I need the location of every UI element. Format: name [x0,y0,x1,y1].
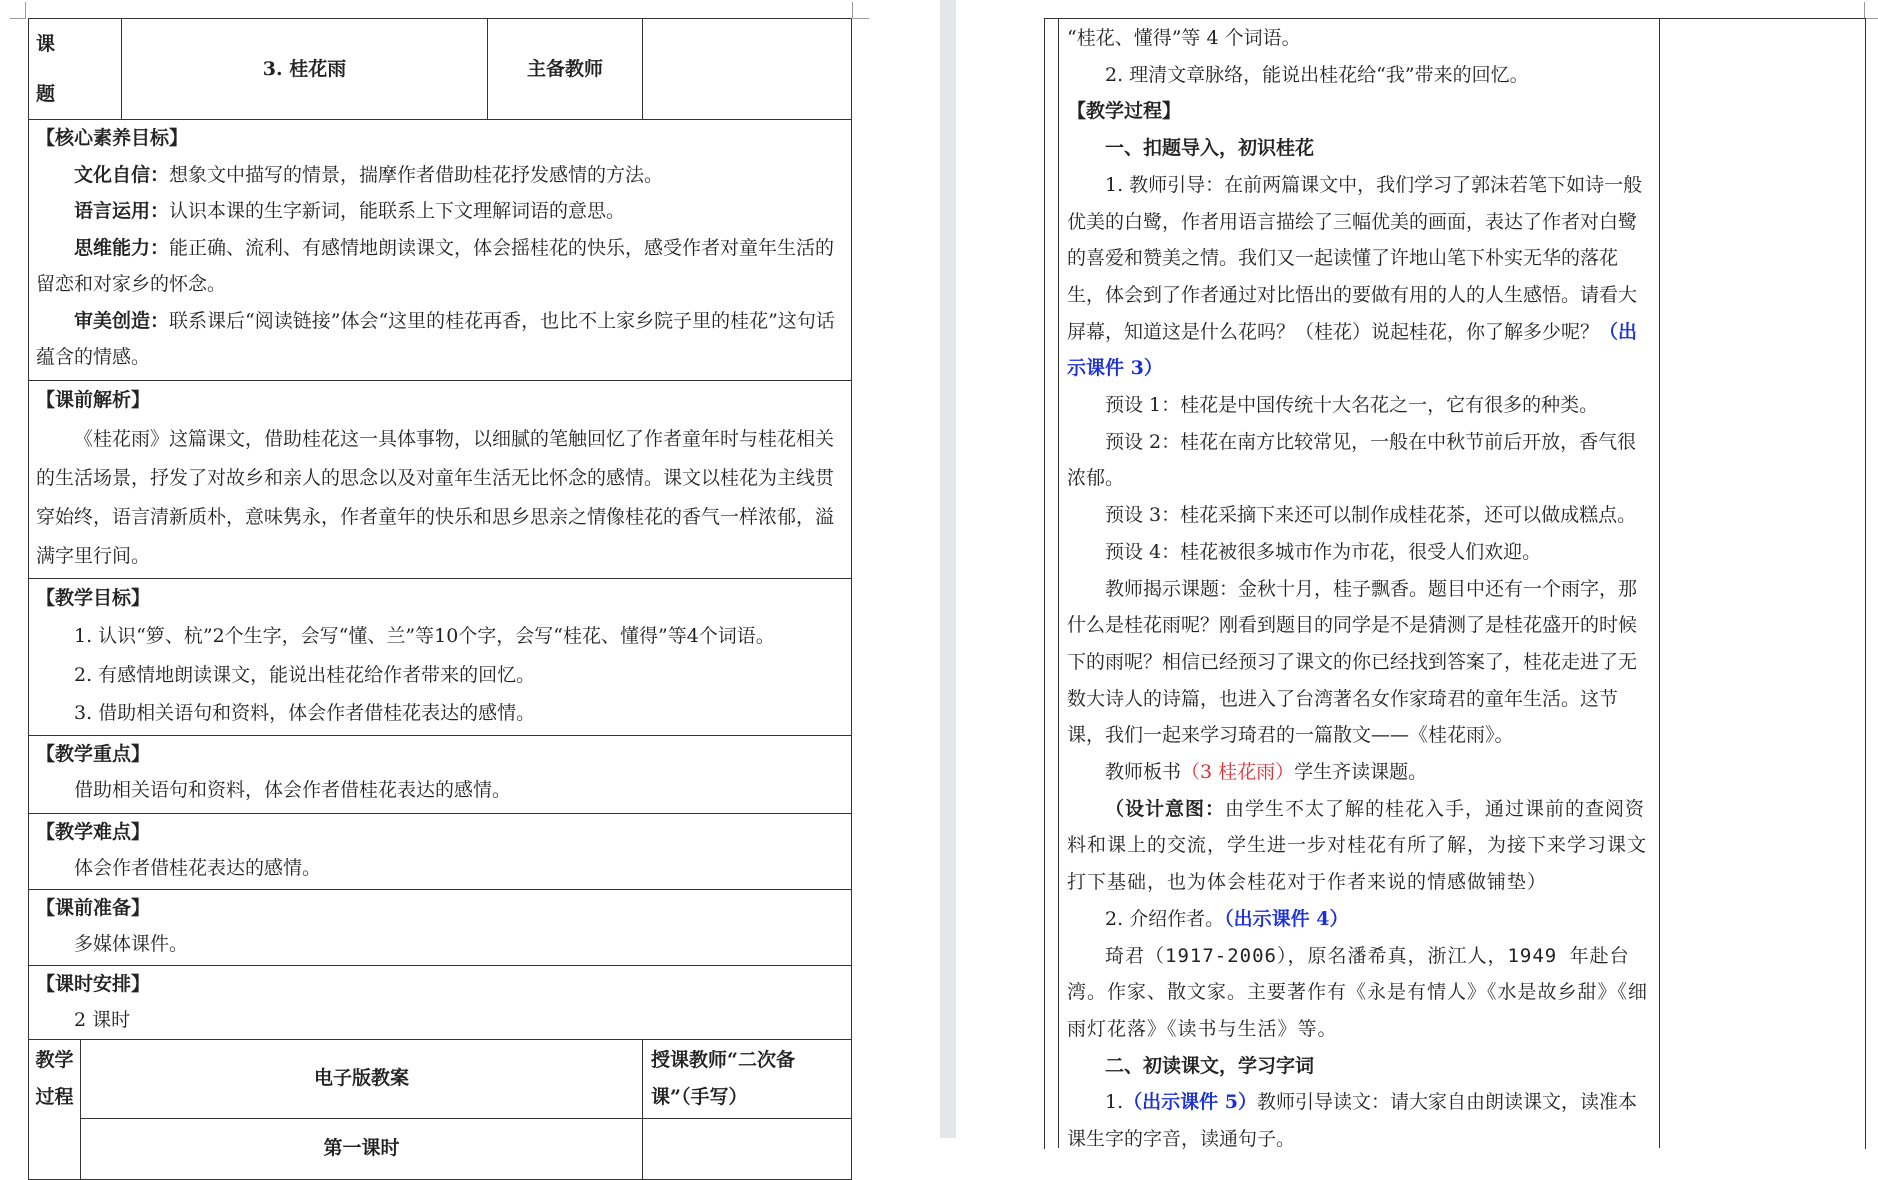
teaching-goals-title: 【教学目标】 [36,586,151,609]
step-heading: 一、扣题导入，初识桂花 [1105,137,1315,160]
paragraph: 2. 理清文章脉络，能说出桂花给“我”带来的回忆。 [1105,63,1529,86]
core-goals-row [29,120,852,381]
page-gutter [940,0,956,1138]
course-label: 课 题 [29,19,122,120]
core-goals-title: 【核心素养目标】 [36,127,189,149]
crop-mark [852,2,853,18]
lesson-plan-table [28,18,852,1180]
process-header-row [29,1039,852,1118]
paragraph: 教师板书（3 桂花雨）学生齐读课题。 [1105,761,1428,784]
paragraph: 预设 4：桂花被很多城市作为市花，很受人们欢迎。 [1105,540,1542,563]
author-intro: 琦君（1917-2006），原名潘希真，浙江人，1949 年赴台湾。作家、散文家。主要著作有《永是有情人》《水是故乡甜》《细雨灯花落》《读书与生活》等。 [1067,944,1649,1040]
teaching-goals-section [29,578,852,735]
handwrite-space [643,1118,852,1179]
core-goals-section [29,120,852,381]
teaching-goal-item: 3. 借助相关语句和资料，体会作者借桂花表达的感情。 [74,702,536,724]
crop-mark [1864,2,1865,18]
difficulty-title: 【教学难点】 [36,820,151,843]
paragraph: 2. 介绍作者。（出示课件 4） [1105,907,1349,930]
document-page-right [956,0,1878,1151]
design-intent: （设计意图：由学生不太了解的桂花入手，通过课前的查阅资料和课上的交流，学生进一步对桂花有所了解，为接下来学习课文打下基础，也为体会桂花对于作者来说的情感做铺垫） [1067,797,1648,894]
core-goal-item: 文化自信：想象文中描写的情景，揣摩作者借助桂花抒发感情的方法。 [74,163,664,186]
paragraph: 教师揭示课题：金秋十月，桂子飘香。题目中还有一个雨字，那什么是桂花雨呢？刚看到题目的同学是不是猜测了是桂花盛开的时候下的雨呢？相信已经预习了课文的你已经找到答案了，桂花走进了无数大诗人的诗篇，也进入了台湾著名女作家琦君的童年生活。这节课，我们一起来学习琦君的一篇散文——《桂花雨》。 [1067,577,1638,747]
paragraph: 预设 1：桂花是中国传统十大名花之一，它有很多的种类。 [1105,394,1599,417]
paragraph: 1. 教师引导：在前两篇课文中，我们学习了郭沫若笔下如诗一般优美的白鹭，作者用语言描绘了三幅优美的画面，表达了作者对白鹭的喜爱和赞美之情。我们又一起读懂了许地山笔下朴实无华的落花生，体会到了作者通过对比悟出的要做有用的人的人生感悟。请看大屏幕，知道这是什么花吗？（桂花）说起桂花，你了解多少呢？（出示课件 3） [1067,173,1643,380]
prep-section [29,889,852,965]
courseware-link: （出示课件 3） [1067,320,1638,380]
teaching-goal-item: 1. 认识“箩、杭”2个生字，会写“懂、兰”等10个字，会写“桂花、懂得”等4个词语。 [74,625,775,647]
prep-row [29,889,852,965]
paragraph: “桂花、懂得”等 4 个词语。 [1067,27,1301,49]
crop-mark [25,2,26,18]
crop-mark [10,18,26,19]
key-points-text: 借助相关语句和资料，体会作者借桂花表达的感情。 [74,779,512,801]
difficulty-row [29,813,852,889]
paragraph: 1.（出示课件 5）教师引导读文：请大家自由朗读课文，读准本课生字的字音，读通句子。 [1067,1091,1637,1151]
document-page-left [0,0,940,1160]
paragraph: 预设 3：桂花采摘下来还可以制作成桂花茶，还可以做成糕点。 [1105,504,1637,527]
schedule-section [29,965,852,1039]
core-goal-item: 语言运用：认识本课的生字新词，能联系上下文理解词语的意思。 [74,200,626,222]
schedule-text: 2 课时 [74,1009,131,1031]
key-row [29,735,852,813]
schedule-row [29,965,852,1039]
teaching-goal-item: 2. 有感情地朗读课文，能说出桂花给作者带来的回忆。 [74,663,536,686]
handwrite-label: 授课教师“二次备课”（手写） [643,1039,852,1118]
step-heading: 二、初读课文，学习字词 [1105,1054,1315,1077]
process-body-row [29,1118,852,1179]
goals-row [29,578,852,735]
analysis-text: 《桂花雨》这篇课文，借助桂花这一具体事物，以细腻的笔触回忆了作者童年时与桂花相关的生活场景，抒发了对故乡和亲人的思念以及对童年生活无比怀念的感情。课文以桂花为主线贯穿始终，语言清新质朴，意味隽永，作者童年的快乐和思乡思亲之情像桂花的香气一样浓郁，溢满字里行间。 [36,427,835,567]
process-vertical-label: 教学过程 [29,1039,81,1179]
board-note: （3 桂花雨） [1181,761,1295,784]
analysis-row [29,380,852,578]
header-row [29,19,852,120]
process-content [1067,20,1653,1158]
difficulty-section [29,813,852,889]
core-goal-item: 思维能力：能正确、流利、有感情地朗读课文，体会摇桂花的快乐，感受作者对童年生活的留恋和对家乡的怀念。 [36,236,835,295]
key-points-title: 【教学重点】 [36,742,151,765]
electronic-plan-label: 电子版教案 [81,1039,643,1118]
process-title: 【教学过程】 [1067,100,1182,123]
paragraph: 预设 2：桂花在南方比较常见，一般在中秋节前后开放，香气很浓郁。 [1067,430,1637,490]
course-title: 3. 桂花雨 [122,19,488,120]
key-points-section [29,735,852,813]
schedule-title: 【课时安排】 [36,972,151,995]
courseware-link: （出示课件 5） [1123,1091,1257,1114]
courseware-link: （出示课件 4） [1224,907,1349,930]
teacher-label: 主备教师 [488,19,643,120]
analysis-section [29,380,852,578]
prep-text: 多媒体课件。 [74,933,189,955]
difficulty-text: 体会作者借桂花表达的感情。 [74,857,322,879]
teacher-value [643,19,852,120]
crop-mark [853,18,869,19]
analysis-title: 【课前解析】 [36,388,151,411]
prep-title: 【课前准备】 [36,896,151,919]
core-goal-item: 审美创造：联系课后“阅读链接”体会“这里的桂花再香，也比不上家乡院子里的桂花”这句话蕴含的情感。 [36,309,835,368]
first-class-label: 第一课时 [81,1118,643,1179]
